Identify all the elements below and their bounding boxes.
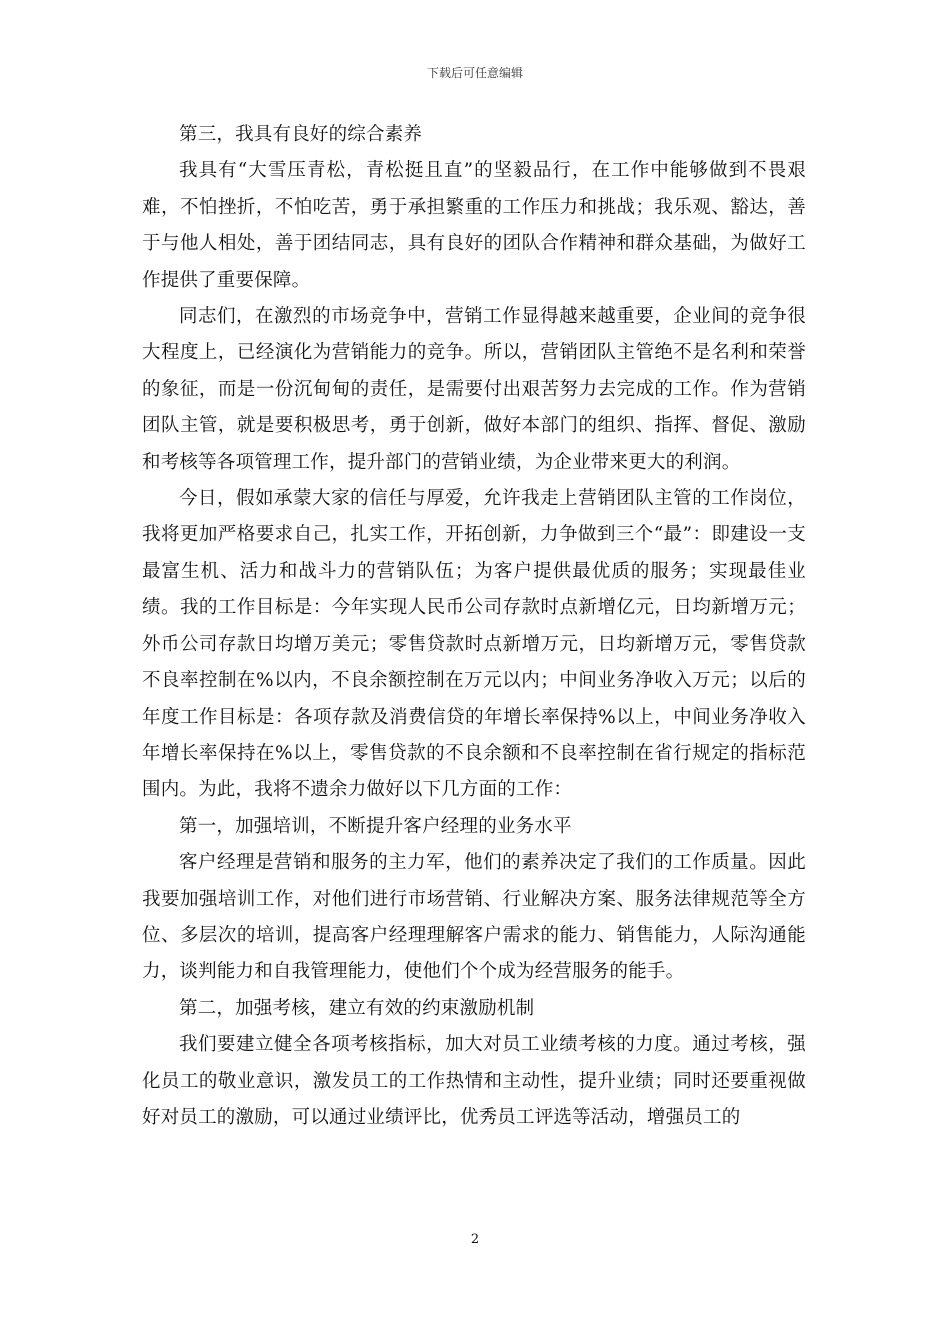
page-header: 下载后可任意编辑 bbox=[426, 66, 523, 80]
paragraph-goals: 今日，假如承蒙大家的信任与厚爱，允许我走上营销团队主管的工作岗位，我将更加严格要求自己，扎实工作，开拓创新，力争做到三个“最”：即建设一支最富生机、活力和战斗力的营销队伍；为客户提供最优质的服务；实现最佳业绩。我的工作目标是：今年实现人民币公司存款时点新增亿元，日均新增万元；外币公司存款日均增万美元；零售贷款时点新增万元，日均新增万元，零售贷款不良率控制在%以内，不良余额控制在万元以内；中间业务净收入万元；以后的年度工作目标是：各项存款及消费信贷的年增长率保持%以上，中间业务净收入年增长率保持在%以上，零售贷款的不良余额和不良率控制在省行规定的指标范围内。为此，我将不遗余力做好以下几方面的工作： bbox=[142, 488, 806, 801]
paragraph-training: 客户经理是营销和服务的主力军，他们的素养决定了我们的工作质量。因此我要加强培训工作，对他们进行市场营销、行业解决方案、服务法律规范等全方位、多层次的培训，提高客户经理理解客户需求的能力、销售能力，人际沟通能力，谈判能力和自我管理能力，使他们个个成为经营服务的能手。 bbox=[142, 852, 806, 983]
paragraph-assessment: 我们要建立健全各项考核指标，加大对员工业绩考核的力度。通过考核，强化员工的敬业意识，激发员工的工作热情和主动性，提升业绩；同时还要重视做好对员工的激励，可以通过业绩评比，优秀员工评选等活动，增强员工的 bbox=[142, 1034, 806, 1128]
paragraph-competition: 同志们，在激烈的市场竞争中，营销工作显得越来越重要，企业间的竞争很大程度上，已经演化为营销能力的竞争。所以，营销团队主管绝不是名利和荣誉的象征，而是一份沉甸甸的责任，是需要付出艰苦努力去完成的工作。作为营销团队主管，就是要积极思考，勇于创新，做好本部门的组织、指挥、督促、激励和考核等各项管理工作，提升部门的营销业绩，为企业带来更大的利润。 bbox=[142, 306, 806, 473]
section-heading-second: 第二，加强考核，建立有效的约束激励机制 bbox=[179, 997, 535, 1019]
page-number: 2 bbox=[470, 1232, 480, 1247]
section-heading-first: 第一，加强培训，不断提升客户经理的业务水平 bbox=[179, 815, 572, 837]
document-body bbox=[142, 117, 806, 1136]
section-heading-third: 第三，我具有良好的综合素养 bbox=[179, 124, 423, 145]
paragraph-character: 我具有“大雪压青松，青松挺且直”的坚毅品行，在工作中能够做到不畏艰难，不怕挫折，不怕吃苦，勇于承担繁重的工作压力和挑战；我乐观、豁达，善于与他人相处，善于团结同志，具有良好的团队合作精神和群众基础，为做好工作提供了重要保障。 bbox=[142, 160, 806, 291]
